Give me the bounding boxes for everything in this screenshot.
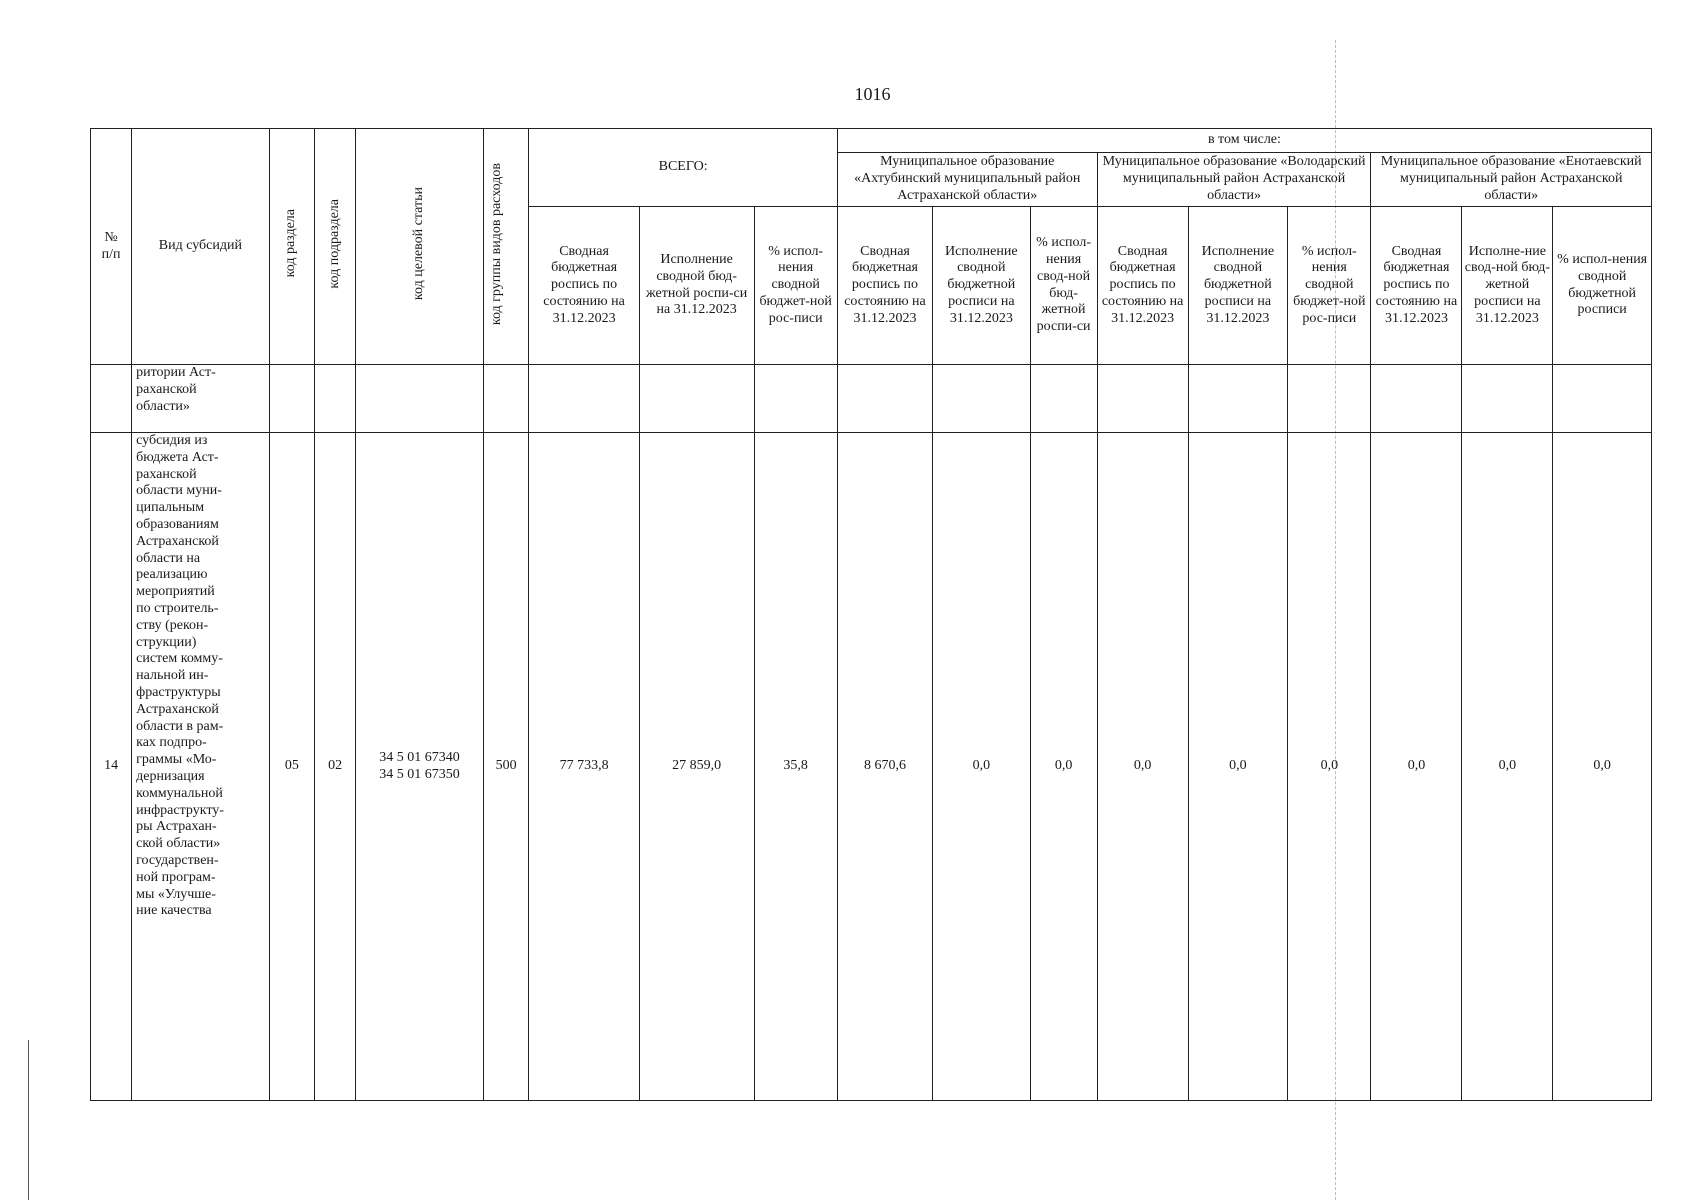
subsidy-table [90,128,1652,1101]
row-number: 14 [91,433,132,1101]
page-number: 1016 [854,84,891,104]
row-total-plan: 77 733,8 [529,433,639,1101]
header-section: код раздела [269,129,314,365]
row-group: 500 [483,433,528,1101]
header-type: Вид субсидий [132,129,269,365]
row-m3-exec: 0,0 [1462,433,1553,1101]
header-m1-exec: Исполнение сводной бюджетной росписи на 31.12.2023 [933,207,1030,365]
header-municipality-1: Муниципальное образование «Ахтубинский муниципальный район Астраханской области» [837,153,1097,207]
row-m1-exec: 0,0 [933,433,1030,1101]
row-m3-plan: 0,0 [1371,433,1462,1101]
header-target: код целевой статьи [356,129,484,365]
row-m3-pct: 0,0 [1553,433,1652,1101]
header-subsection: код подраздела [315,129,356,365]
header-municipality-2: Муниципальное образование «Володарский муниципальный район Астраханской области» [1097,153,1371,207]
header-m2-exec: Исполнение сводной бюджетной росписи на 31.12.2023 [1188,207,1288,365]
row-target: 34 5 01 67340 34 5 01 67350 [356,433,484,1101]
header-municipality-3: Муниципальное образование «Енотаевский муниципальный район Астраханской области» [1371,153,1652,207]
header-m1-plan: Сводная бюджетная роспись по состоянию на 31.12.2023 [837,207,932,365]
row-m2-exec: 0,0 [1188,433,1288,1101]
row-description: субсидия из бюджета Аст- раханской области муни- ципальным образованиям Астраханской области на реализацию мероприятий по строитель- ству (рекон- струкции) систем комму- нальной ин- фраструктуры Астраханской области в рам- ках подпро- граммы «Мо- дернизация коммунальной инфраструкту- ры Астрахан- ской области» государствен- ной програм- мы «Улучше- ние качества [132,433,269,1101]
row-m1-plan: 8 670,6 [837,433,932,1101]
row-m2-pct: 0,0 [1288,433,1371,1101]
row-m1-pct: 0,0 [1030,433,1097,1101]
row-description: ритории Аст- раханской области» [132,365,269,433]
row-m2-plan: 0,0 [1097,433,1188,1101]
header-m3-exec: Исполне-ние свод-ной бюд-жетной росписи на 31.12.2023 [1462,207,1553,365]
table-row [91,365,1652,433]
table-row [91,433,1652,1101]
header-total: ВСЕГО: [529,129,838,207]
header-m2-plan: Сводная бюджетная роспись по состоянию на 31.12.2023 [1097,207,1188,365]
row-total-exec: 27 859,0 [639,433,754,1101]
header-including: в том числе: [837,129,1651,153]
left-margin-line [28,1040,29,1200]
header-m1-pct: % испол-нения свод-ной бюд-жетной роспи-си [1030,207,1097,365]
row-number [91,365,132,433]
header-m3-plan: Сводная бюджетная роспись по состоянию на 31.12.2023 [1371,207,1462,365]
header-total-pct: % испол-нения сводной бюджет-ной рос-писи [754,207,837,365]
header-number: № п/п [91,129,132,365]
row-section: 05 [269,433,314,1101]
row-total-pct: 35,8 [754,433,837,1101]
header-m2-pct: % испол-нения сводной бюджет-ной рос-писи [1288,207,1371,365]
header-total-exec: Исполнение сводной бюд-жетной роспи-си на 31.12.2023 [639,207,754,365]
header-total-plan: Сводная бюджетная роспись по состоянию на 31.12.2023 [529,207,639,365]
row-subsection: 02 [315,433,356,1101]
header-group: код группы видов расходов [483,129,528,365]
header-m3-pct: % испол-нения сводной бюджетной росписи [1553,207,1652,365]
